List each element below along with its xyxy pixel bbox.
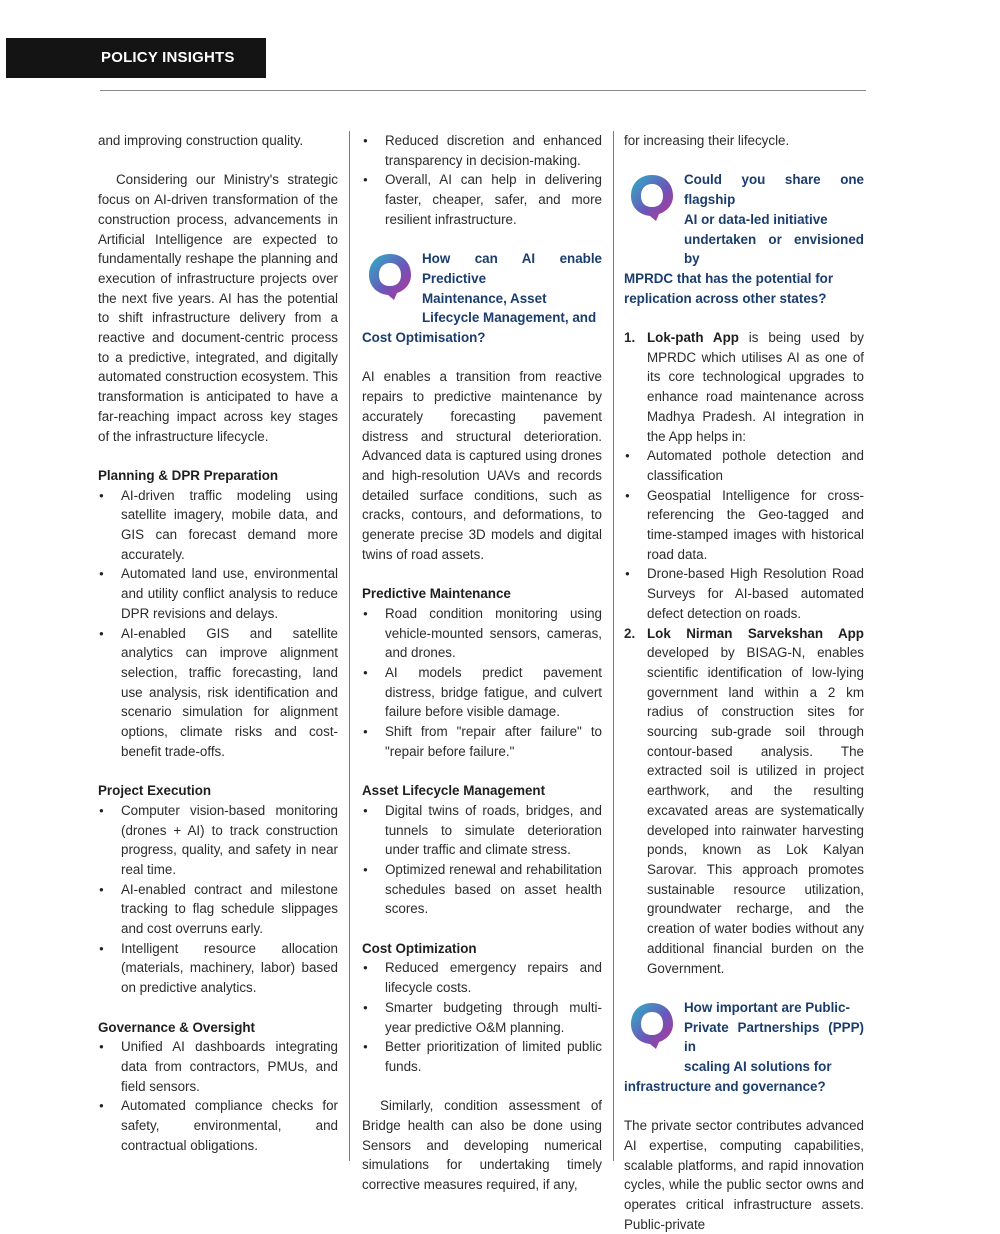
- section-label: POLICY INSIGHTS: [6, 38, 266, 78]
- question-line: Cost Optimisation?: [362, 330, 486, 346]
- section-heading: Project Execution: [98, 783, 212, 799]
- question-line: Lifecycle Management, and: [422, 310, 597, 326]
- bullet-item: ● Optimized renewal and rehabilitation schedules based on asset health scores.: [362, 860, 602, 919]
- bullet-item: ● Unified AI dashboards integrating data from contractors, PMUs, and field sensors.: [98, 1037, 338, 1096]
- question-line: MPRDC that has the potential for: [624, 270, 834, 286]
- section-heading: Predictive Maintenance: [362, 586, 511, 602]
- item-number: 1.: [624, 330, 636, 345]
- paragraph: The private sector contributes advanced AI expertise, computing capabilities, scalable platforms, and rapid innovation cycles, while the public sector owns and operates critical infrastructure assets. Public-private: [624, 1118, 864, 1232]
- bullet-item: ● Reduced emergency repairs and lifecycle costs.: [362, 958, 602, 997]
- question-line: How important are Public-: [684, 999, 850, 1015]
- paragraph: and improving construction quality.: [98, 133, 304, 148]
- column-divider-2: [613, 131, 614, 1161]
- bullet-item: ● Smarter budgeting through multi-year predictive O&M planning.: [362, 998, 602, 1037]
- section-heading: Cost Optimization: [362, 940, 477, 956]
- question-line: replication across other states?: [624, 290, 827, 306]
- bullet-item: ● Reduced discretion and enhanced transparency in decision-making.: [362, 131, 602, 170]
- interview-question: [624, 170, 864, 308]
- question-line: scaling AI solutions for: [684, 1059, 832, 1074]
- column-2: [362, 131, 602, 1195]
- question-line: AI or data-led initiative: [684, 211, 828, 227]
- bullet-item: ● Better prioritization of limited public funds.: [362, 1037, 602, 1076]
- section-heading: Governance & Oversight: [98, 1019, 256, 1035]
- paragraph: Considering our Ministry's strategic focus on AI-driven transformation of the construction process, advancements in Artificial Intelligence are expected to fundamentally reshape the planning and execution of infrastructure projects over the next five years. AI has the potential to shift infrastructure delivery from a reactive and document-centric process to a predictive, integrated, and digitally automated construction ecosystem. This transformation is anticipated to have a far-reaching impact across key stages of the infrastructure lifecycle.: [98, 172, 338, 444]
- app-name: Lok Nirman Sarvekshan App: [647, 625, 864, 641]
- paragraph: for increasing their lifecycle.: [624, 133, 790, 148]
- bullet-item: ● Road condition monitoring using vehicle-mounted sensors, cameras, and drones.: [362, 604, 602, 663]
- question-line: undertaken or envisioned by: [684, 231, 864, 267]
- bullet-item: ● AI-enabled contract and milestone tracking to flag schedule slippages and cost overruns early.: [98, 880, 338, 939]
- bullet-item: ● Shift from "repair after failure" to "repair before failure.": [362, 722, 602, 761]
- section-heading: Planning & DPR Preparation: [98, 467, 279, 483]
- item-text: is being used by MPRDC which utilises AI as one of its core technological upgrades to enhance road maintenance across Madhya Pradesh. AI integration in the App helps in:: [647, 330, 864, 444]
- paragraph: AI enables a transition from reactive repairs to predictive maintenance by accurately forecasting pavement distress and structural deterioration. Advanced data is captured using drones and high-resolution UAVs and records detailed surface conditions, such as cracks, contours, and deformations, to generate precise 3D models and digital twins of road assets.: [362, 369, 602, 562]
- app-name: Lok-path App: [647, 330, 739, 345]
- bullet-item: ● Geospatial Intelligence for cross-referencing the Geo-tagged and time-stamped images with historical road data.: [624, 486, 864, 565]
- question-line: infrastructure and governance?: [624, 1078, 826, 1094]
- q-logo-icon: [364, 250, 416, 302]
- question-line: Could you share one flagship: [684, 172, 864, 208]
- numbered-item: [624, 328, 864, 446]
- bullet-item: ● AI models predict pavement distress, bridge fatigue, and culvert failure before visible damage.: [362, 663, 602, 722]
- interview-question: [624, 998, 864, 1097]
- column-1: [98, 131, 338, 1156]
- bullet-item: ● Drone-based High Resolution Road Surveys for AI-based automated defect detection on roads.: [624, 564, 864, 623]
- question-line: How can AI enable Predictive: [422, 251, 602, 286]
- bullet-item: ● Intelligent resource allocation (materials, machinery, labor) based on predictive analytics.: [98, 939, 338, 998]
- bullet-item: ● Automated pothole detection and classification: [624, 446, 864, 485]
- bullet-item: ● AI-driven traffic modeling using satellite imagery, mobile data, and GIS can forecast demand more accurately.: [98, 486, 338, 565]
- interview-question: [362, 249, 602, 348]
- item-number: 2.: [624, 625, 636, 641]
- header-rule: [100, 90, 866, 91]
- bullet-item: ● Automated land use, environmental and utility conflict analysis to reduce DPR revisions and delays.: [98, 564, 338, 623]
- q-logo-icon: [626, 171, 678, 223]
- column-divider-1: [349, 131, 350, 1161]
- item-text: developed by BISAG-N, enables scientific identification of low-lying government land within a 2 km radius of construction sites for sourcing sub-grade soil through contour-based analysis. The extracted soil is utilized in project earthwork, and the resulting excavated areas are systematically developed into rainwater harvesting ponds, known as Lok Kalyan Sarovar. This approach promotes sustainable resource utilization, groundwater recharge, and the creation of water bodies without any additional financial burden on the Government.: [647, 645, 864, 976]
- q-logo-icon: [626, 999, 678, 1051]
- question-line: Private Partnerships (PPP) in: [684, 1019, 864, 1055]
- column-3: [624, 131, 864, 1234]
- bullet-item: ● AI-enabled GIS and satellite analytics can improve alignment selection, traffic forecasting, land use analysis, risk identification and scenario simulation for alignment options, climate risks and cost-benefit trade-offs.: [98, 624, 338, 762]
- section-heading: Asset Lifecycle Management: [362, 783, 546, 799]
- numbered-item: [624, 624, 864, 979]
- bullet-item: ● Computer vision-based monitoring (drones + AI) to track construction progress, quality, and safety in near real time.: [98, 801, 338, 880]
- bullet-item: ● Overall, AI can help in delivering faster, cheaper, safer, and more resilient infrastructure.: [362, 170, 602, 229]
- question-line: Maintenance, Asset: [422, 290, 547, 306]
- paragraph: Similarly, condition assessment of Bridge health can also be done using Sensors and developing numerical simulations for undertaking timely corrective measures required, if any,: [362, 1098, 602, 1193]
- bullet-item: ● Automated compliance checks for safety, environmental, and contractual obligations.: [98, 1096, 338, 1155]
- bullet-item: ● Digital twins of roads, bridges, and tunnels to simulate deterioration under traffic and climate stress.: [362, 801, 602, 860]
